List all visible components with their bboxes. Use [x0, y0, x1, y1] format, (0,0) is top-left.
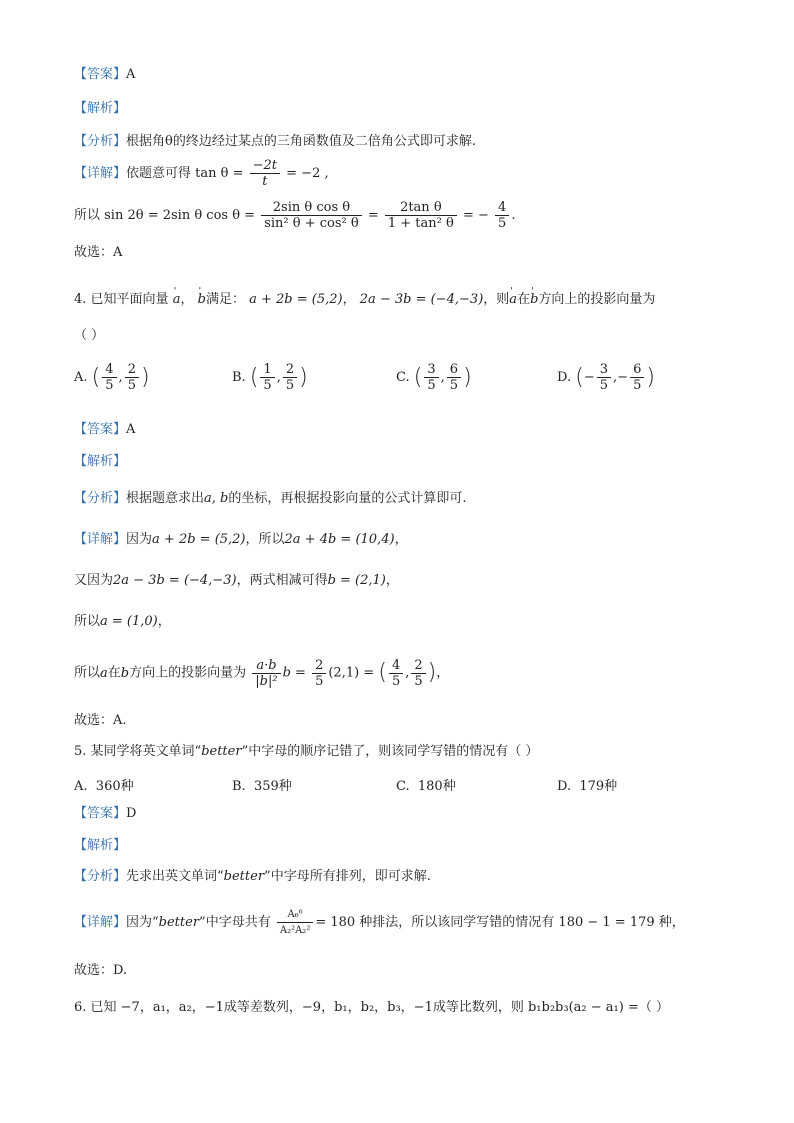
- xj-text: 依题意可得 tan θ =: [126, 166, 244, 181]
- q3-answer-line: [74, 66, 135, 84]
- answer-tag: 【答案】: [74, 422, 127, 437]
- answer-value: A: [126, 67, 136, 82]
- q3-fenxi-line: [74, 133, 476, 151]
- fraction: $\frac{6}{5}$: [630, 362, 644, 393]
- q4-option: C. ( $\frac{3}{5}$ , $\frac{6}{5}$ ): [396, 362, 472, 393]
- fenxi-tag: 【分析】: [74, 491, 127, 506]
- fenxi-tag: 【分析】: [74, 869, 127, 884]
- fraction: $\frac{\text{2tan θ}}{\text{1 + tan² θ}}$: [385, 200, 457, 231]
- answer-tag: 【答案】: [74, 67, 127, 82]
- fraction: $\frac{3}{5}$: [424, 362, 438, 393]
- xiangjie-tag: 【详解】: [74, 532, 127, 547]
- q4-fenxi-line: 【分析】根据题意求出a, b的坐标，再根据投影向量的公式计算即可.: [74, 491, 467, 506]
- xiangjie-tag: 【详解】: [74, 166, 127, 181]
- fenxi-text: 根据角θ的终边经过某点的三角函数值及二倍角公式即可求解.: [126, 134, 476, 149]
- q4-answer-line: 【答案】A: [74, 422, 136, 437]
- q3-xiangjie-line: 【详解】依题意可得 tan θ = $\frac{-2t}{t}$ = −2 ,: [74, 158, 329, 189]
- analysis-tag: 【解析】: [74, 454, 127, 469]
- fraction: $\frac{-2t}{t}$: [250, 158, 280, 189]
- q6-stem: 6. 已知 −7，a₁，a₂，−1成等差数列，−9，b₁，b₂，b₃，−1成等比数列，则 b₁b₂b₃(a₂ − a₁) =（ ）: [74, 1000, 669, 1015]
- fraction: $\frac{1}{5}$: [260, 362, 274, 393]
- q5-choose: 故选：D.: [74, 963, 128, 978]
- answer-tag: 【答案】: [74, 806, 127, 821]
- fraction: $\frac{\text{2sin θ cos θ}}{\text{sin² θ + cos² θ}}$: [261, 200, 361, 231]
- fenxi-tag: 【分析】: [74, 134, 127, 149]
- fraction: $\frac{4}{5}$: [495, 200, 509, 231]
- q5-stem: 5. 某同学将英文单词“better”中字母的顺序记错了，则该同学写错的情况有（ ）: [74, 744, 539, 759]
- q4-option: A. ( $\frac{4}{5}$ , $\frac{2}{5}$ ): [74, 362, 150, 393]
- q5-option: B. 359种: [232, 779, 292, 794]
- fraction: $\frac{a\cdot b}{\text{|b|²}}$: [252, 658, 280, 689]
- q5-xiangjie-line: 【详解】因为“better”中字母共有 $\frac{\text{A₆⁶}}{\text{A₂²A₂²}}$ = 180 种排法，所以该同学写错的情况有 180 − 1 = 179 种，: [74, 909, 685, 936]
- q5-fenxi-line: 【分析】先求出英文单词“better”中字母所有排列，即可求解.: [74, 869, 431, 884]
- fraction: $\frac{4}{5}$: [102, 362, 116, 393]
- q4-option: B. ( $\frac{1}{5}$ , $\frac{2}{5}$ ): [232, 362, 308, 393]
- q4-xj-4: 所以' a在' b方向上的投影向量为 $\frac{a\cdot b}{\text{|b|²}}$ b = $\frac{2}{5}$ (2,1) = ( $\frac{4}{5}$ , $\frac{2}{5}$ )，: [74, 654, 449, 693]
- q4-paren: （ ）: [74, 328, 105, 343]
- q3-line2: 所以 sin 2θ = 2sin θ cos θ = $\frac{\text{2sin θ cos θ}}{\text{sin² θ + cos² θ}}$ = $\frac{\text{2tan θ}}{\text{1 + tan² θ}}$ = − $\frac{4}{5}$ .: [74, 200, 516, 231]
- q5-option: C. 180种: [396, 779, 456, 794]
- analysis-tag: 【解析】: [74, 838, 127, 853]
- q5-option: A. 360种: [74, 779, 134, 794]
- q3-analysis-line: [74, 100, 126, 118]
- q4-option: D. (− $\frac{3}{5}$ ,− $\frac{6}{5}$ ): [557, 362, 655, 393]
- q5-analysis-line: [74, 837, 126, 855]
- q4-xj-2: 又因为2a − 3b = (−4,−3)，两式相减可得b = (2,1)，: [74, 573, 399, 588]
- q4-stem: 4. 已知平面向量 ' a， ' b满足： a + 2b = (5,2)， 2a − 3b = (−4,−3)，则' a在' b方向上的投影向量为: [74, 291, 655, 309]
- fraction: $\frac{\text{A₆⁶}}{\text{A₂²A₂²}}$: [277, 907, 313, 938]
- xiangjie-tag: 【详解】: [74, 915, 127, 930]
- fraction: $\frac{2}{5}$: [283, 362, 297, 393]
- fraction: $\frac{2}{5}$: [411, 658, 425, 689]
- q5-option: D. 179种: [557, 779, 618, 794]
- q4-xj-1: 【详解】因为a + 2b = (5,2)，所以2a + 4b = (10,4)，: [74, 532, 408, 547]
- q4-choose: 故选：A.: [74, 713, 127, 728]
- q3-choose: 故选：A: [74, 245, 123, 260]
- fraction: $\frac{4}{5}$: [389, 658, 403, 689]
- q4-analysis-line: [74, 453, 126, 471]
- fraction: $\frac{2}{5}$: [312, 658, 326, 689]
- q5-answer-line: 【答案】D: [74, 806, 137, 821]
- analysis-tag: 【解析】: [74, 101, 127, 116]
- fraction: $\frac{3}{5}$: [597, 362, 611, 393]
- fraction: $\frac{2}{5}$: [125, 362, 139, 393]
- fraction: $\frac{6}{5}$: [447, 362, 461, 393]
- q4-xj-3: 所以a = (1,0)，: [74, 614, 171, 629]
